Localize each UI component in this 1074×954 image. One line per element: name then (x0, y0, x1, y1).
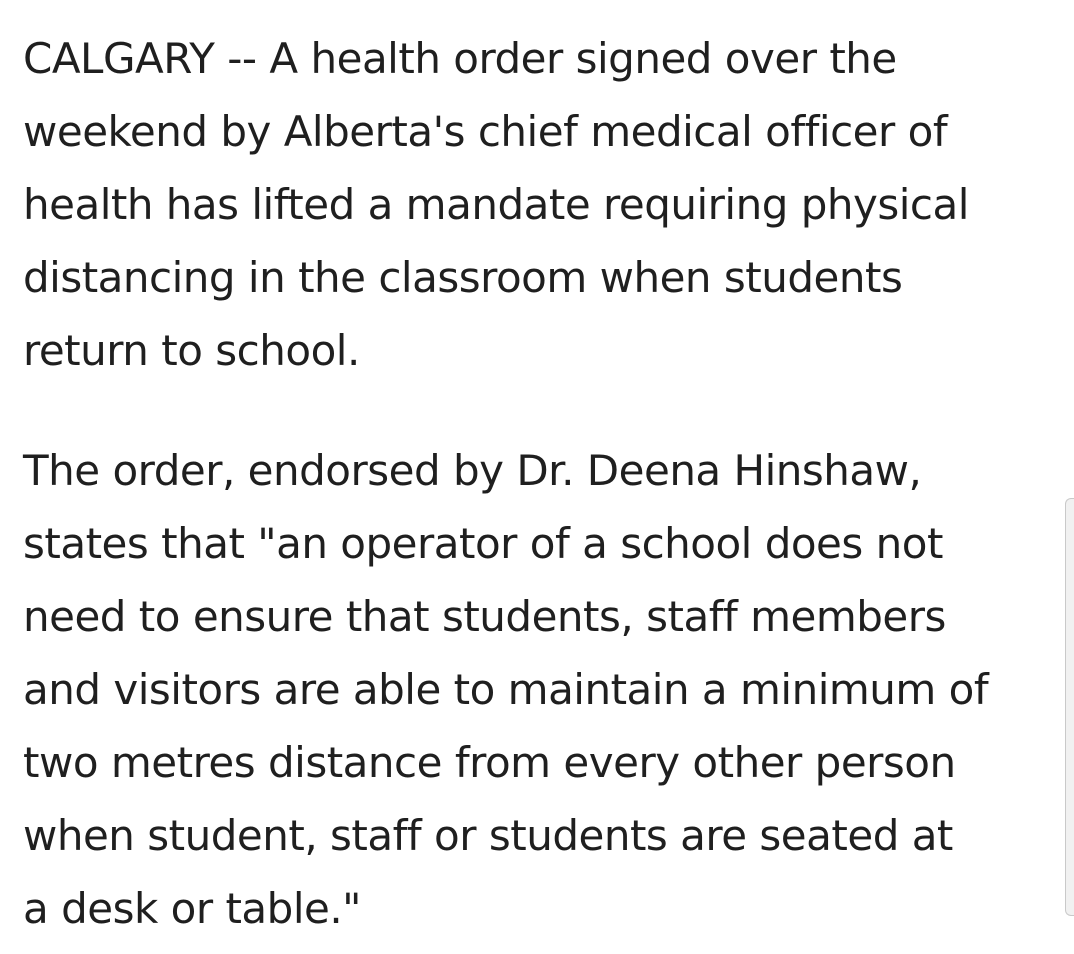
text-line: need to ensure that students, staff members (23, 592, 946, 641)
scrollbar-thumb[interactable] (1065, 498, 1074, 916)
text-line: The order, endorsed by Dr. Deena Hinshaw, (23, 446, 922, 495)
article-paragraph-2 (23, 434, 1053, 945)
text-line: CALGARY -- A health order signed over the (23, 34, 897, 83)
article-body (23, 22, 1053, 945)
text-line: states that "an operator of a school does not (23, 519, 943, 568)
text-line: distancing in the classroom when students (23, 253, 903, 302)
text-line: return to school. (23, 326, 360, 375)
text-line: two metres distance from every other person (23, 738, 956, 787)
text-line: a desk or table." (23, 884, 361, 933)
text-line: health has lifted a mandate requiring physical (23, 180, 969, 229)
text-line: weekend by Alberta's chief medical officer of (23, 107, 948, 156)
article-paragraph-1 (23, 22, 1053, 387)
text-line: when student, staff or students are seated at (23, 811, 953, 860)
text-line: and visitors are able to maintain a minimum of (23, 665, 989, 714)
